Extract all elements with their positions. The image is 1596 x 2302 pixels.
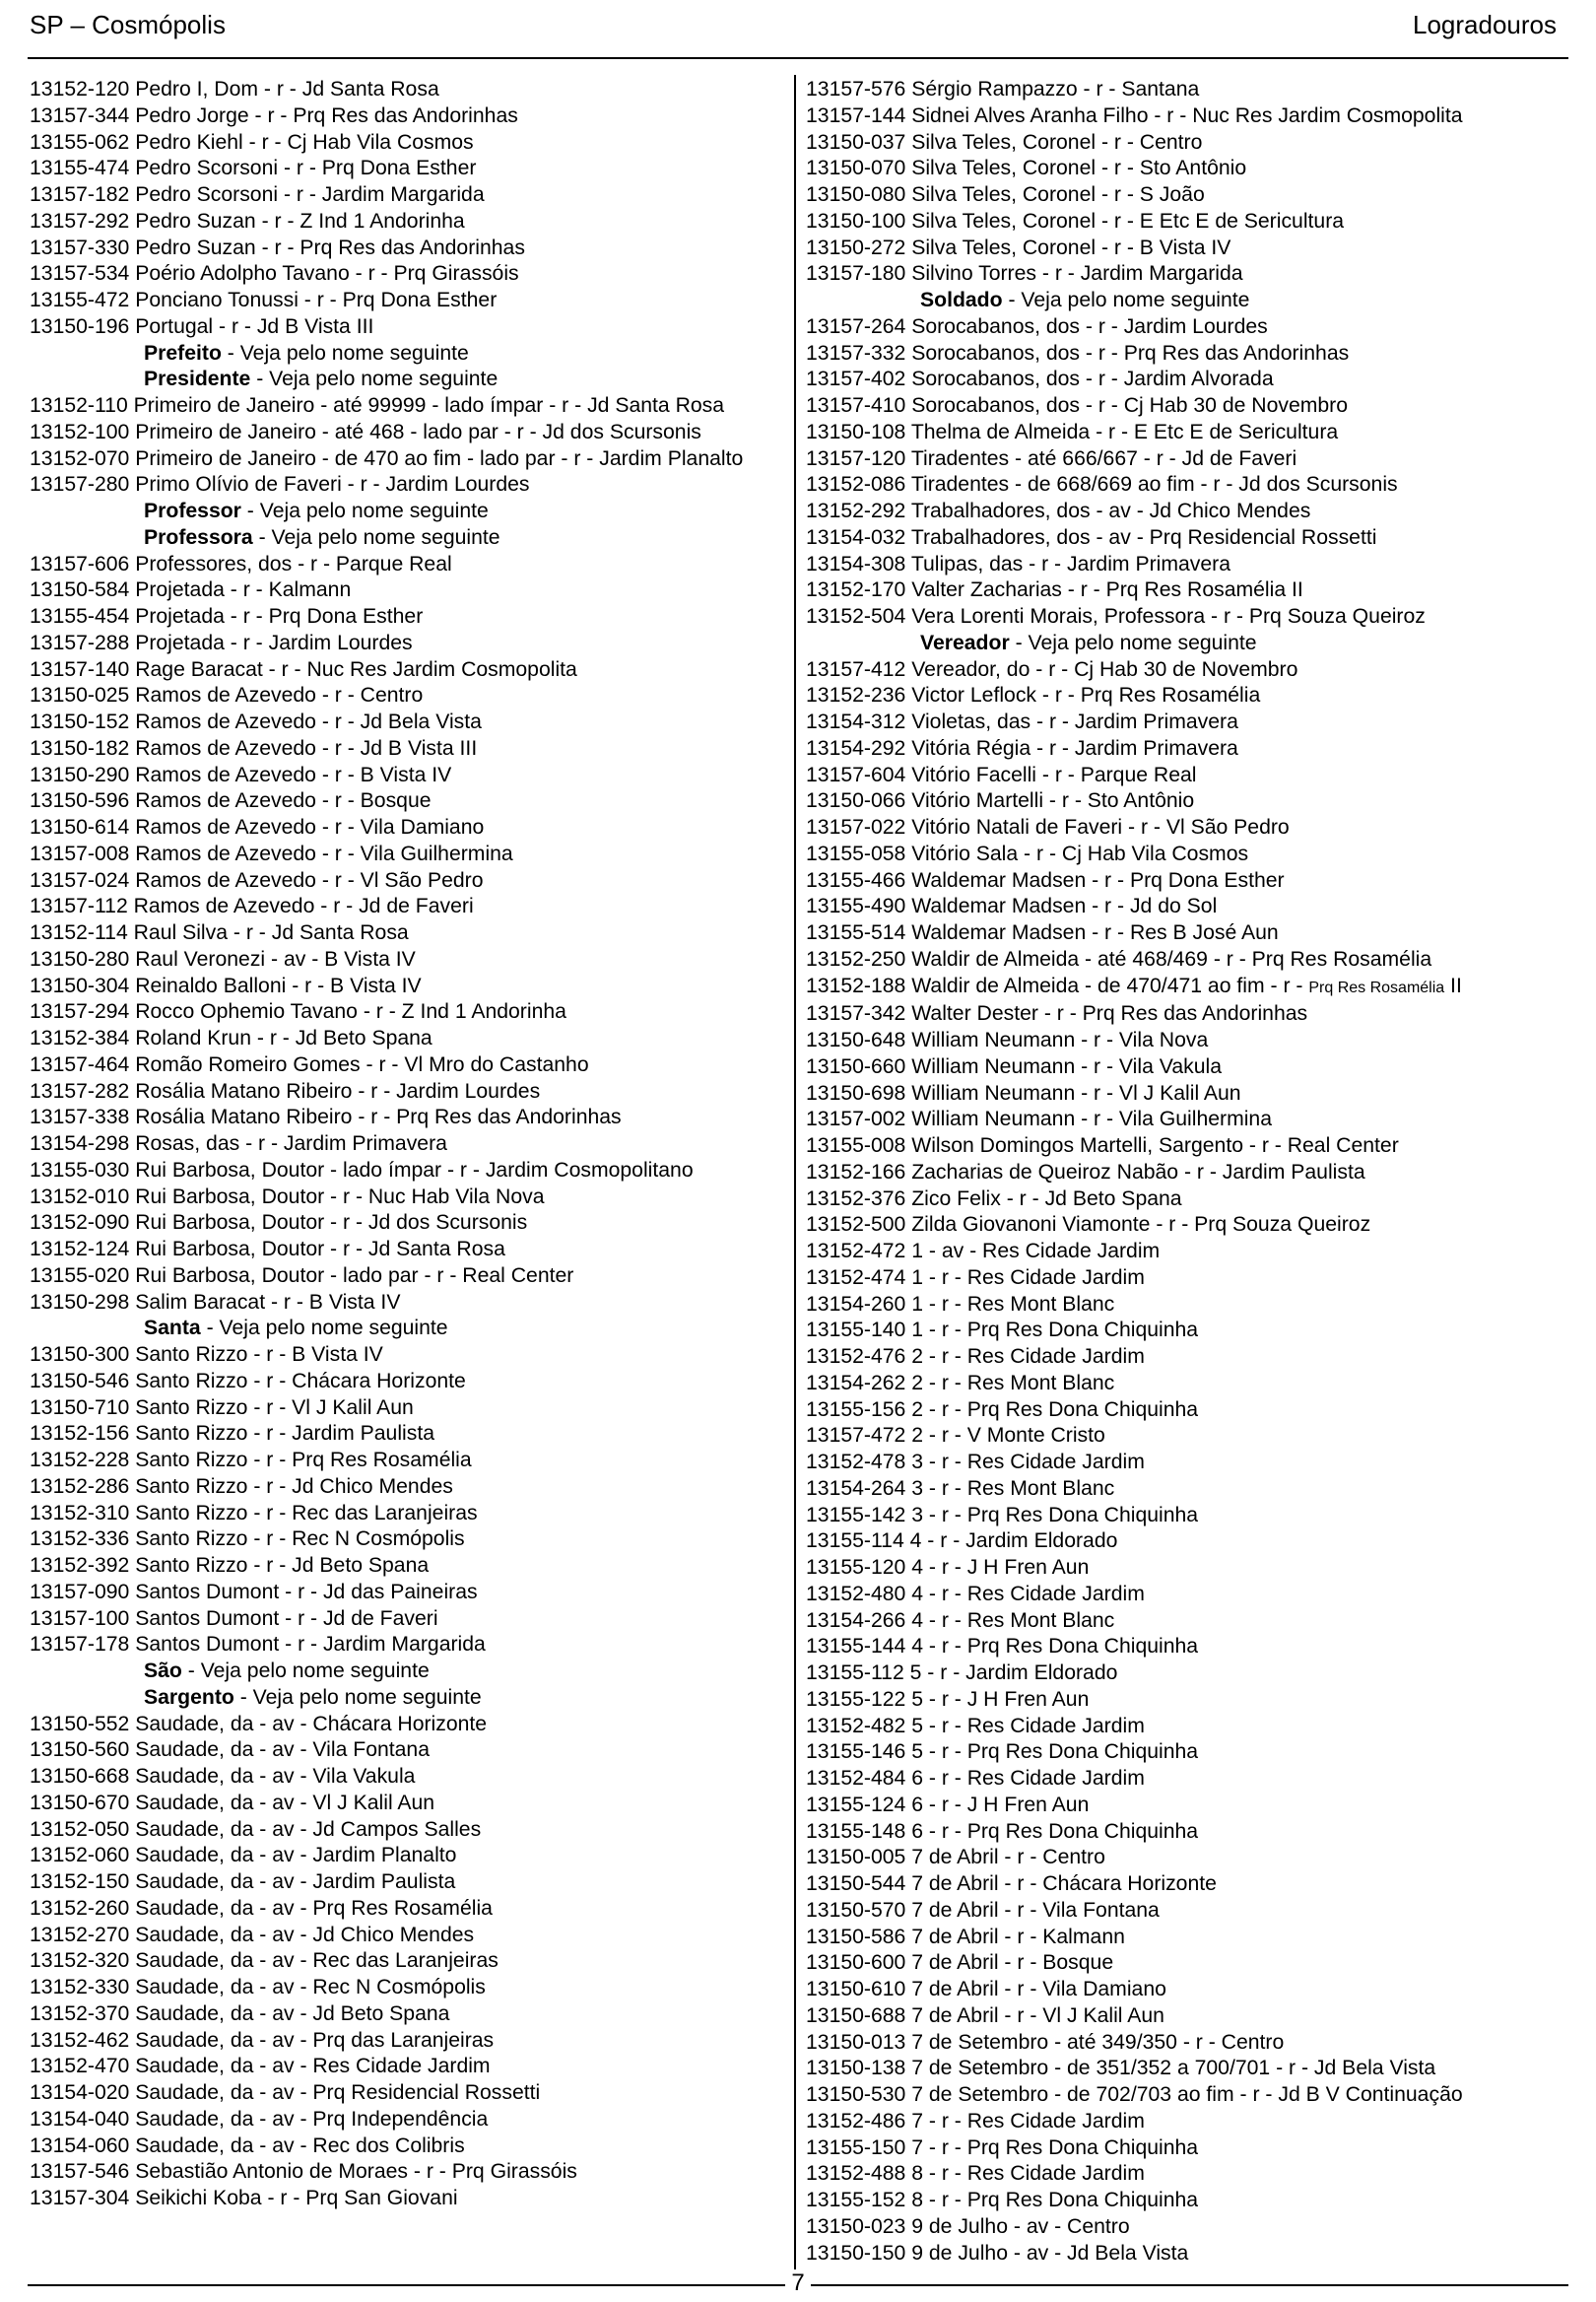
street-entry: 13157-344 Pedro Jorge - r - Prq Res das Andorinhas bbox=[30, 103, 518, 127]
street-entry: 13154-308 Tulipas, das - r - Jardim Primavera bbox=[806, 552, 1230, 576]
street-entry: 13152-472 1 - av - Res Cidade Jardim bbox=[806, 1240, 1161, 1262]
street-entry: 13152-166 Zacharias de Queiroz Nabão - r - Jardim Paulista bbox=[806, 1160, 1365, 1184]
street-entry: 13157-100 Santos Dumont - r - Jd de Faveri bbox=[30, 1606, 438, 1630]
street-entry: 13152-236 Victor Leflock - r - Prq Res Rosamélia bbox=[806, 684, 1261, 708]
street-entry: 13155-150 7 - r - Prq Res Dona Chiquinha bbox=[806, 2135, 1199, 2159]
street-entry: 13150-584 Projetada - r - Kalmann bbox=[30, 578, 352, 602]
street-entry: 13152-170 Valter Zacharias - r - Prq Res Rosamélia II bbox=[806, 578, 1303, 602]
street-entry: 13150-698 William Neumann - r - Vl J Kalil Aun bbox=[806, 1081, 1241, 1105]
street-entry: 13157-410 Sorocabanos, dos - r - Cj Hab 30 de Novembro bbox=[806, 394, 1349, 417]
cross-reference-word: Santa bbox=[144, 1317, 201, 1340]
street-entry: 13157-606 Professores, dos - r - Parque Real bbox=[30, 552, 452, 576]
street-entry: 13157-288 Projetada - r - Jardim Lourdes bbox=[30, 631, 413, 654]
street-entry: 13152-482 5 - r - Res Cidade Jardim bbox=[806, 1714, 1145, 1737]
street-entry: 13152-504 Vera Lorenti Morais, Professora - r - Prq Souza Queiroz bbox=[806, 605, 1426, 628]
header-section-title: Logradouros bbox=[1413, 10, 1557, 39]
street-entry: 13150-552 Saudade, da - av - Chácara Horizonte bbox=[30, 1712, 488, 1735]
street-entry: 13155-062 Pedro Kiehl - r - Cj Hab Vila Cosmos bbox=[30, 130, 474, 154]
street-entry: 13157-002 William Neumann - r - Vila Guilhermina bbox=[806, 1108, 1272, 1131]
cross-reference-word: Prefeito bbox=[144, 341, 222, 365]
street-entry: 13152-050 Saudade, da - av - Jd Campos Salles bbox=[30, 1817, 482, 1841]
column-divider bbox=[794, 75, 796, 2278]
street-entry: 13157-604 Vitório Facelli - r - Parque Real bbox=[806, 763, 1197, 786]
street-entry: 13150-298 Salim Baracat - r - B Vista IV bbox=[30, 1290, 401, 1314]
street-entry: 13152-320 Saudade, da - av - Rec das Laranjeiras bbox=[30, 1949, 499, 1973]
street-entry: 13157-280 Primo Olívio de Faveri - r - Jardim Lourdes bbox=[30, 473, 530, 497]
street-entry: 13154-262 2 - r - Res Mont Blanc bbox=[806, 1371, 1115, 1394]
street-entry: 13150-648 William Neumann - r - Vila Nova bbox=[806, 1029, 1209, 1051]
street-entry: 13152-370 Saudade, da - av - Jd Beto Spana bbox=[30, 2001, 450, 2025]
street-entry: 13150-290 Ramos de Azevedo - r - B Vista IV bbox=[30, 763, 452, 786]
cross-reference bbox=[30, 367, 778, 393]
street-entry: 13155-120 4 - r - J H Fren Aun bbox=[806, 1556, 1090, 1579]
header-divider bbox=[28, 57, 1568, 59]
left-column bbox=[30, 77, 778, 2212]
street-entry-tail: II bbox=[1444, 974, 1462, 997]
cross-reference bbox=[806, 631, 1564, 657]
street-entry: 13150-614 Ramos de Azevedo - r - Vila Damiano bbox=[30, 816, 485, 839]
street-entry: 13152-286 Santo Rizzo - r - Jd Chico Mendes bbox=[30, 1474, 453, 1498]
street-entry: 13155-156 2 - r - Prq Res Dona Chiquinha bbox=[806, 1397, 1199, 1421]
street-entry: 13155-008 Wilson Domingos Martelli, Sargento - r - Real Center bbox=[806, 1134, 1399, 1157]
street-entry: 13152-330 Saudade, da - av - Rec N Cosmópolis bbox=[30, 1976, 486, 1998]
street-entry: 13150-544 7 de Abril - r - Chácara Horizonte bbox=[806, 1872, 1217, 1895]
street-entry: 13150-066 Vitório Martelli - r - Sto Antônio bbox=[806, 789, 1195, 813]
cross-reference-word: Professora bbox=[144, 525, 253, 549]
street-entry: 13157-294 Rocco Ophemio Tavano - r - Z Ind 1 Andorinha bbox=[30, 1000, 566, 1024]
cross-reference-note: - Veja pelo nome seguinte bbox=[252, 525, 500, 549]
street-entry: 13155-122 5 - r - J H Fren Aun bbox=[806, 1687, 1090, 1711]
street-entry: 13157-140 Rage Baracat - r - Nuc Res Jardim Cosmopolita bbox=[30, 657, 577, 681]
street-entry: 13150-710 Santo Rizzo - r - Vl J Kalil Aun bbox=[30, 1395, 414, 1419]
street-entry: 13152-150 Saudade, da - av - Jardim Paulista bbox=[30, 1870, 456, 1893]
street-entry: 13155-146 5 - r - Prq Res Dona Chiquinha bbox=[806, 1740, 1199, 1764]
street-entry: 13150-300 Santo Rizzo - r - B Vista IV bbox=[30, 1343, 383, 1366]
street-entry: 13152-480 4 - r - Res Cidade Jardim bbox=[806, 1582, 1145, 1605]
cross-reference-note: - Veja pelo nome seguinte bbox=[181, 1659, 430, 1682]
cross-reference bbox=[30, 499, 778, 525]
street-entry: 13155-152 8 - r - Prq Res Dona Chiquinha bbox=[806, 2189, 1199, 2211]
street-entry: 13157-008 Ramos de Azevedo - r - Vila Guilhermina bbox=[30, 842, 513, 865]
street-entry: 13152-462 Saudade, da - av - Prq das Laranjeiras bbox=[30, 2028, 495, 2052]
street-entry-text: 13152-188 Waldir de Almeida - de 470/471 ao fim - r - bbox=[806, 974, 1309, 997]
street-entry: 13150-138 7 de Setembro - de 351/352 a 700/701 - r - Jd Bela Vista bbox=[806, 2057, 1436, 2080]
street-entry: 13150-596 Ramos de Azevedo - r - Bosque bbox=[30, 789, 432, 813]
street-entry: 13155-514 Waldemar Madsen - r - Res B José Aun bbox=[806, 921, 1279, 944]
street-entry: 13152-500 Zilda Giovanoni Viamonte - r - Prq Souza Queiroz bbox=[806, 1213, 1371, 1237]
street-entry: 13150-013 7 de Setembro - até 349/350 - r - Centro bbox=[806, 2030, 1285, 2054]
street-entry: 13157-576 Sérgio Rampazzo - r - Santana bbox=[806, 78, 1200, 101]
street-entry: 13155-466 Waldemar Madsen - r - Prq Dona Esther bbox=[806, 868, 1285, 892]
street-entry: 13157-332 Sorocabanos, dos - r - Prq Res das Andorinhas bbox=[806, 341, 1350, 365]
street-entry: 13150-080 Silva Teles, Coronel - r - S João bbox=[806, 183, 1205, 206]
street-entry: 13152-114 Raul Silva - r - Jd Santa Rosa bbox=[30, 921, 409, 944]
cross-reference-word: Presidente bbox=[144, 368, 251, 391]
street-entry: 13150-182 Ramos de Azevedo - r - Jd B Vista III bbox=[30, 736, 478, 760]
cross-reference bbox=[30, 341, 778, 368]
cross-reference-note: - Veja pelo nome seguinte bbox=[1002, 289, 1250, 311]
street-entry: 13154-298 Rosas, das - r - Jardim Primavera bbox=[30, 1132, 447, 1155]
street-entry: 13152-100 Primeiro de Janeiro - até 468 - lado par - r - Jd dos Scursonis bbox=[30, 420, 701, 443]
cross-reference-word: Professor bbox=[144, 500, 241, 522]
street-entry: 13152-060 Saudade, da - av - Jardim Planalto bbox=[30, 1844, 457, 1867]
street-entry: 13150-100 Silva Teles, Coronel - r - E Etc E de Sericultura bbox=[806, 209, 1345, 233]
street-entry: 13155-454 Projetada - r - Prq Dona Esther bbox=[30, 605, 424, 628]
cross-reference-word: Vereador bbox=[920, 631, 1010, 654]
street-entry: 13152-488 8 - r - Res Cidade Jardim bbox=[806, 2162, 1145, 2186]
street-entry: 13154-020 Saudade, da - av - Prq Residencial Rossetti bbox=[30, 2081, 541, 2104]
street-entry: 13150-610 7 de Abril - r - Vila Damiano bbox=[806, 1978, 1166, 2000]
street-entry: 13152-376 Zico Felix - r - Jd Beto Spana bbox=[806, 1186, 1182, 1210]
street-entry: 13157-022 Vitório Natali de Faveri - r - Vl São Pedro bbox=[806, 816, 1290, 839]
street-entry: 13157-182 Pedro Scorsoni - r - Jardim Margarida bbox=[30, 183, 485, 206]
street-entry: 13155-020 Rui Barbosa, Doutor - lado par - r - Real Center bbox=[30, 1263, 574, 1287]
street-entry: 13152-120 Pedro I, Dom - r - Jd Santa Rosa bbox=[30, 78, 439, 101]
street-entry: 13155-140 1 - r - Prq Res Dona Chiquinha bbox=[806, 1319, 1199, 1342]
street-entry: 13152-474 1 - r - Res Cidade Jardim bbox=[806, 1265, 1145, 1289]
street-entry: 13157-264 Sorocabanos, dos - r - Jardim Lourdes bbox=[806, 314, 1268, 338]
street-entry: 13155-030 Rui Barbosa, Doutor - lado ímpar - r - Jardim Cosmopolitano bbox=[30, 1158, 694, 1182]
header-city-title: SP – Cosmópolis bbox=[30, 10, 226, 39]
street-entry: 13152-478 3 - r - Res Cidade Jardim bbox=[806, 1451, 1145, 1473]
street-entry: 13150-196 Portugal - r - Jd B Vista III bbox=[30, 314, 374, 338]
street-entry: 13155-124 6 - r - J H Fren Aun bbox=[806, 1793, 1090, 1816]
street-entry: 13152-090 Rui Barbosa, Doutor - r - Jd dos Scursonis bbox=[30, 1211, 528, 1235]
cross-reference-note: - Veja pelo nome seguinte bbox=[221, 341, 469, 365]
street-entry: 13150-600 7 de Abril - r - Bosque bbox=[806, 1951, 1114, 1975]
street-entry: 13150-560 Saudade, da - av - Vila Fontana bbox=[30, 1738, 430, 1762]
cross-reference-note: - Veja pelo nome seguinte bbox=[1009, 631, 1257, 654]
street-entry: 13157-144 Sidnei Alves Aranha Filho - r - Nuc Res Jardim Cosmopolita bbox=[806, 103, 1463, 127]
cross-reference bbox=[806, 288, 1564, 314]
street-entry: 13152-292 Trabalhadores, dos - av - Jd Chico Mendes bbox=[806, 500, 1311, 522]
street-entry: 13152-228 Santo Rizzo - r - Prq Res Rosamélia bbox=[30, 1449, 472, 1471]
street-entry: 13152-010 Rui Barbosa, Doutor - r - Nuc Hab Vila Nova bbox=[30, 1185, 545, 1208]
cross-reference-note: - Veja pelo nome seguinte bbox=[200, 1317, 448, 1340]
street-entry: 13150-530 7 de Setembro - de 702/703 ao fim - r - Jd B V Continuação bbox=[806, 2083, 1463, 2106]
street-entry: 13157-292 Pedro Suzan - r - Z Ind 1 Andorinha bbox=[30, 209, 465, 233]
street-entry: 13150-070 Silva Teles, Coronel - r - Sto Antônio bbox=[806, 157, 1247, 180]
street-entry: 13150-668 Saudade, da - av - Vila Vakula bbox=[30, 1765, 416, 1788]
cross-reference bbox=[30, 525, 778, 552]
street-entry-small-text: Prq Res Rosamélia bbox=[1308, 979, 1445, 996]
street-entry: 13152-484 6 - r - Res Cidade Jardim bbox=[806, 1767, 1145, 1790]
street-entry: 13150-023 9 de Julho - av - Centro bbox=[806, 2214, 1130, 2238]
street-entry: 13155-474 Pedro Scorsoni - r - Prq Dona Esther bbox=[30, 157, 477, 180]
street-entry: 13150-272 Silva Teles, Coronel - r - B Vista IV bbox=[806, 236, 1231, 259]
street-entry: 13157-178 Santos Dumont - r - Jardim Margarida bbox=[30, 1633, 486, 1657]
street-entry: 13152-270 Saudade, da - av - Jd Chico Mendes bbox=[30, 1923, 475, 1946]
street-entry: 13152-470 Saudade, da - av - Res Cidade Jardim bbox=[30, 2055, 491, 2078]
street-entry: 13150-688 7 de Abril - r - Vl J Kalil Aun bbox=[806, 2003, 1164, 2027]
street-entry: 13157-412 Vereador, do - r - Cj Hab 30 de Novembro bbox=[806, 657, 1298, 681]
street-entry: 13150-108 Thelma de Almeida - r - E Etc E de Sericultura bbox=[806, 420, 1339, 443]
street-entry: 13152-124 Rui Barbosa, Doutor - r - Jd Santa Rosa bbox=[30, 1238, 505, 1260]
street-entry: 13152-086 Tiradentes - de 668/669 ao fim - r - Jd dos Scursonis bbox=[806, 473, 1398, 497]
street-entry bbox=[806, 974, 1564, 1002]
street-entry: 13152-336 Santo Rizzo - r - Rec N Cosmópolis bbox=[30, 1527, 465, 1551]
street-entry: 13157-546 Sebastião Antonio de Moraes - r - Prq Girassóis bbox=[30, 2160, 577, 2184]
cross-reference-note: - Veja pelo nome seguinte bbox=[233, 1685, 482, 1709]
street-entry: 13155-148 6 - r - Prq Res Dona Chiquinha bbox=[806, 1819, 1199, 1843]
street-entry: 13150-660 William Neumann - r - Vila Vakula bbox=[806, 1054, 1222, 1078]
street-entry: 13157-402 Sorocabanos, dos - r - Jardim Alvorada bbox=[806, 368, 1274, 391]
street-entry: 13150-025 Ramos de Azevedo - r - Centro bbox=[30, 684, 424, 708]
street-entry: 13157-282 Rosália Matano Ribeiro - r - Jardim Lourdes bbox=[30, 1079, 541, 1103]
street-entry: 13152-260 Saudade, da - av - Prq Res Rosamélia bbox=[30, 1896, 493, 1920]
cross-reference-note: - Veja pelo nome seguinte bbox=[240, 500, 489, 522]
street-entry: 13150-005 7 de Abril - r - Centro bbox=[806, 1846, 1105, 1869]
street-entry: 13157-342 Walter Dester - r - Prq Res das Andorinhas bbox=[806, 1002, 1308, 1026]
street-entry: 13155-114 4 - r - Jardim Eldorado bbox=[806, 1529, 1118, 1553]
street-entry: 13154-260 1 - r - Res Mont Blanc bbox=[806, 1292, 1115, 1316]
street-entry: 13152-156 Santo Rizzo - r - Jardim Paulista bbox=[30, 1422, 434, 1446]
street-entry: 13150-037 Silva Teles, Coronel - r - Centro bbox=[806, 130, 1203, 154]
street-entry: 13155-112 5 - r - Jardim Eldorado bbox=[806, 1661, 1118, 1684]
street-entry: 13150-304 Reinaldo Balloni - r - B Vista IV bbox=[30, 974, 422, 997]
street-entry: 13155-144 4 - r - Prq Res Dona Chiquinha bbox=[806, 1635, 1199, 1659]
street-entry: 13157-464 Romão Romeiro Gomes - r - Vl Mro do Castanho bbox=[30, 1052, 589, 1076]
street-entry: 13150-670 Saudade, da - av - Vl J Kalil Aun bbox=[30, 1791, 435, 1814]
street-entry: 13157-534 Poério Adolpho Tavano - r - Prq Girassóis bbox=[30, 262, 519, 286]
street-entry: 13150-280 Raul Veronezi - av - B Vista IV bbox=[30, 947, 416, 971]
street-entry: 13152-384 Roland Krun - r - Jd Beto Spana bbox=[30, 1027, 432, 1049]
street-entry: 13150-586 7 de Abril - r - Kalmann bbox=[806, 1925, 1125, 1948]
street-entry: 13157-472 2 - r - V Monte Cristo bbox=[806, 1424, 1105, 1448]
street-entry: 13152-392 Santo Rizzo - r - Jd Beto Spana bbox=[30, 1554, 430, 1577]
street-entry: 13157-304 Seikichi Koba - r - Prq San Giovani bbox=[30, 2187, 458, 2209]
street-entry: 13154-312 Violetas, das - r - Jardim Primavera bbox=[806, 711, 1238, 733]
street-entry: 13152-250 Waldir de Almeida - até 468/469 - r - Prq Res Rosamélia bbox=[806, 947, 1432, 971]
street-entry: 13154-292 Vitória Régia - r - Jardim Primavera bbox=[806, 736, 1238, 760]
street-entry: 13157-024 Ramos de Azevedo - r - Vl São Pedro bbox=[30, 868, 484, 892]
street-entry: 13157-120 Tiradentes - até 666/667 - r - Jd de Faveri bbox=[806, 446, 1297, 470]
page-number bbox=[0, 2269, 1596, 2297]
cross-reference bbox=[30, 1659, 778, 1685]
street-entry: 13155-058 Vitório Sala - r - Cj Hab Vila Cosmos bbox=[806, 842, 1249, 865]
street-entry: 13154-060 Saudade, da - av - Rec dos Colibris bbox=[30, 2133, 465, 2157]
cross-reference-word: São bbox=[144, 1659, 182, 1682]
cross-reference-note: - Veja pelo nome seguinte bbox=[250, 368, 499, 391]
cross-reference-word: Sargento bbox=[144, 1685, 234, 1709]
street-entry: 13155-472 Ponciano Tonussi - r - Prq Dona Esther bbox=[30, 289, 498, 311]
street-entry: 13157-330 Pedro Suzan - r - Prq Res das Andorinhas bbox=[30, 236, 525, 259]
street-entry: 13152-310 Santo Rizzo - r - Rec das Laranjeiras bbox=[30, 1501, 478, 1524]
street-entry: 13152-476 2 - r - Res Cidade Jardim bbox=[806, 1345, 1145, 1368]
street-entry: 13150-570 7 de Abril - r - Vila Fontana bbox=[806, 1898, 1160, 1922]
street-entry: 13155-142 3 - r - Prq Res Dona Chiquinha bbox=[806, 1503, 1199, 1526]
right-column bbox=[806, 77, 1564, 2267]
street-entry: 13154-266 4 - r - Res Mont Blanc bbox=[806, 1608, 1115, 1632]
street-entry: 13152-070 Primeiro de Janeiro - de 470 ao fim - lado par - r - Jardim Planalto bbox=[30, 446, 744, 470]
street-entry: 13157-180 Silvino Torres - r - Jardim Margarida bbox=[806, 262, 1243, 286]
street-entry: 13157-090 Santos Dumont - r - Jd das Paineiras bbox=[30, 1580, 478, 1603]
street-entry: 13150-546 Santo Rizzo - r - Chácara Horizonte bbox=[30, 1369, 466, 1392]
cross-reference bbox=[30, 1316, 778, 1342]
street-entry: 13154-040 Saudade, da - av - Prq Independência bbox=[30, 2107, 489, 2131]
street-entry: 13150-152 Ramos de Azevedo - r - Jd Bela Vista bbox=[30, 711, 482, 733]
street-entry: 13154-264 3 - r - Res Mont Blanc bbox=[806, 1476, 1115, 1500]
street-entry: 13152-486 7 - r - Res Cidade Jardim bbox=[806, 2109, 1145, 2133]
cross-reference bbox=[30, 1685, 778, 1712]
street-entry: 13157-338 Rosália Matano Ribeiro - r - Prq Res das Andorinhas bbox=[30, 1106, 622, 1129]
street-entry: 13155-490 Waldemar Madsen - r - Jd do Sol bbox=[806, 895, 1218, 918]
cross-reference-word: Soldado bbox=[920, 289, 1003, 311]
street-entry: 13150-150 9 de Julho - av - Jd Bela Vista bbox=[806, 2241, 1189, 2265]
street-entry: 13157-112 Ramos de Azevedo - r - Jd de Faveri bbox=[30, 895, 474, 918]
street-entry: 13152-110 Primeiro de Janeiro - até 99999 - lado ímpar - r - Jd Santa Rosa bbox=[30, 394, 725, 417]
street-entry: 13154-032 Trabalhadores, dos - av - Prq Residencial Rossetti bbox=[806, 525, 1377, 549]
page-number-text: 7 bbox=[785, 2269, 810, 2296]
